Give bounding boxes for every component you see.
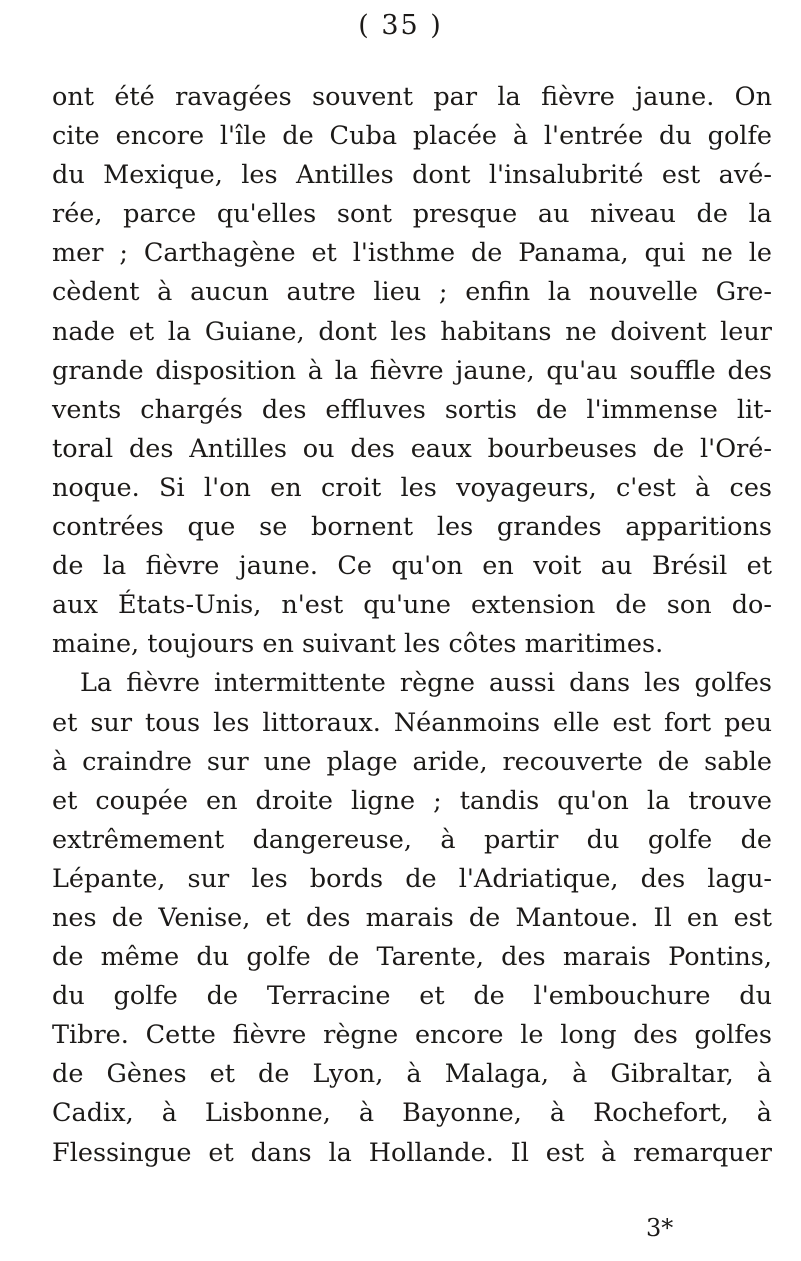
page-number: ( 35 ) <box>358 10 443 41</box>
text-line: cèdent à aucun autre lieu ; enfin la nouvelle Gre- <box>52 277 772 308</box>
body-text <box>52 78 772 1173</box>
text-line: à craindre sur une plage aride, recouverte de sable <box>52 746 772 777</box>
text-line: aux États-Unis, n'est qu'une extension de son do- <box>52 590 772 621</box>
text-line: contrées que se bornent les grandes apparitions <box>52 512 772 543</box>
text-line: Flessingue et dans la Hollande. Il est à remarquer <box>52 1137 772 1168</box>
text-line: noque. Si l'on en croit les voyageurs, c'est à ces <box>52 472 772 503</box>
text-line: nade et la Guiane, dont les habitans ne doivent leur <box>52 316 772 347</box>
text-line: rée, parce qu'elles sont presque au niveau de la <box>52 199 772 230</box>
text-line: et sur tous les littoraux. Néanmoins elle est fort peu <box>52 707 772 738</box>
text-line: extrêmement dangereuse, à partir du golfe de <box>52 824 772 855</box>
text-line: de même du golfe de Tarente, des marais Pontins, <box>52 942 772 973</box>
text-line: grande disposition à la fièvre jaune, qu'au souffle des <box>52 355 772 386</box>
text-line: Cadix, à Lisbonne, à Bayonne, à Rochefort, à <box>52 1098 772 1129</box>
text-line: toral des Antilles ou des eaux bourbeuses de l'Oré- <box>52 433 772 464</box>
text-line: et coupée en droite ligne ; tandis qu'on la trouve <box>52 785 772 816</box>
text-line: vents chargés des effluves sortis de l'immense lit- <box>52 394 772 425</box>
text-line: du Mexique, les Antilles dont l'insalubrité est avé- <box>52 160 772 191</box>
text-line: du golfe de Terracine et de l'embouchure du <box>52 981 772 1012</box>
text-line: cite encore l'île de Cuba placée à l'entrée du golfe <box>52 121 772 152</box>
text-line: ont été ravagées souvent par la fièvre jaune. On <box>52 82 772 112</box>
text-line: maine, toujours en suivant les côtes maritimes. <box>52 629 664 660</box>
text-line: nes de Venise, et des marais de Mantoue. Il en est <box>52 902 772 933</box>
text-line: La fièvre intermittente règne aussi dans les golfes <box>80 668 772 699</box>
text-line: de Gènes et de Lyon, à Malaga, à Gibraltar, à <box>52 1059 772 1090</box>
text-line: Lépante, sur les bords de l'Adriatique, des lagu- <box>52 863 772 894</box>
signature-mark: 3* <box>646 1214 674 1242</box>
text-line: mer ; Carthagène et l'isthme de Panama, qui ne le <box>52 238 772 269</box>
text-line: Tibre. Cette fièvre règne encore le long des golfes <box>52 1020 772 1051</box>
text-line: de la fièvre jaune. Ce qu'on en voit au Brésil et <box>52 551 772 582</box>
